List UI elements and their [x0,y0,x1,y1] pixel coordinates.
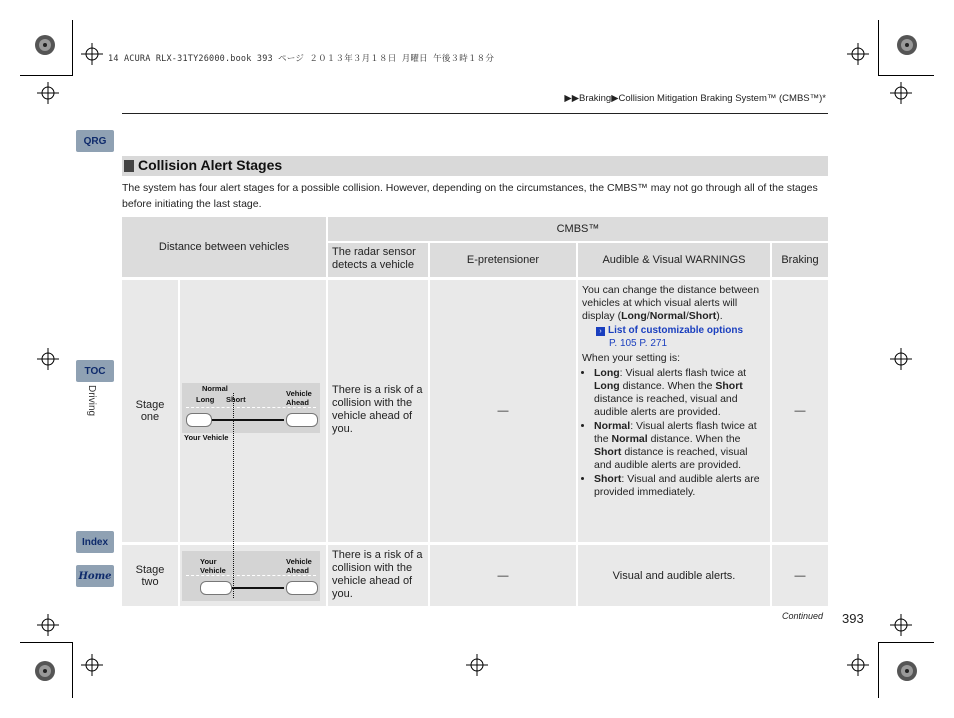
short-distance-guide [233,393,234,598]
customizable-options-link[interactable] [582,324,766,350]
vehicle-ahead-label: Vehicle Ahead [286,557,312,575]
header-radar [328,243,428,277]
toc-button[interactable]: TOC [76,360,114,382]
warnings-long-term: Long [621,310,647,322]
header-distance-label: Distance between vehicles [158,241,290,253]
crosshair-icon [466,654,488,676]
header-braking-label: Braking [781,254,819,266]
bullet-text: : Visual and audible alerts are provided immediately. [594,473,760,498]
list-item [594,473,766,499]
stage-one-pretensioner-value: — [497,405,509,417]
stage-two-cell [122,545,178,606]
stage-two-label: Stage two [135,563,165,588]
stage-two-pretensioner [430,545,576,606]
list-item [594,420,766,472]
bullet-term: Long [594,367,620,379]
stage-one-warnings [578,280,770,542]
header-distance [122,217,326,277]
crop-mark [20,75,73,76]
list-item [594,367,766,419]
stage-two-braking-value: — [794,569,806,582]
warnings-slash: / [646,310,650,322]
bullet-bold: Short [715,380,743,392]
crosshair-icon [890,82,912,104]
registration-mark-icon [896,660,918,682]
stage-two-warnings [578,545,770,606]
crosshair-icon [890,348,912,370]
home-button[interactable] [76,565,114,587]
short-label: Short [226,395,246,404]
crosshair-icon [81,654,103,676]
crop-mark [72,20,73,76]
crop-mark [878,20,879,76]
stage-two-radar-text: There is a risk of a collision with the vehicle ahead of you. [332,549,423,600]
stage-two-diagram-cell [180,545,326,606]
bullet-term: Normal [594,420,631,432]
crop-mark [878,642,879,698]
stage-one-braking-value: — [794,405,806,417]
crop-mark [72,642,73,698]
qrg-button[interactable]: QRG [76,130,114,152]
registration-mark-icon [34,34,56,56]
warnings-intro-end: ). [716,310,723,322]
crosshair-icon [890,614,912,636]
intro-paragraph: The system has four alert stages for a possible collision. However, depending on the circumstances, the CMBS™ may not go through all of the stages before initiating the last stage. [122,182,818,210]
distance-arrow [232,587,284,589]
continued-label: Continued [782,611,824,621]
link-label[interactable]: List of customizable options [608,325,744,336]
stage-one-radar-text: There is a risk of a collision with the vehicle ahead of you. [332,384,423,435]
bullet-text: : Visual alerts flash twice at the [594,420,757,445]
divider [122,113,828,114]
registration-mark-icon [34,660,56,682]
lane-line [186,407,316,409]
vehicle-ahead-label: Vehicle Ahead [286,389,312,407]
warnings-short-term: Short [688,310,717,322]
vehicle-ahead-icon [286,581,318,595]
index-button[interactable]: Index [76,531,114,553]
section-square-icon [124,160,134,172]
breadcrumb: ▶▶Braking▶Collision Mitigation Braking System™ (CMBS™)* [564,93,826,104]
stage-one-pretensioner [430,280,576,542]
file-info-line: 14 ACURA RLX-31TY26000.book 393 ページ ２０１３年３月１８日 月曜日 午後３時１８分 [108,54,495,64]
bullet-bold: Short [594,446,622,458]
stage-one-cell [122,280,178,542]
stage-two-radar [328,545,428,606]
crosshair-icon [847,43,869,65]
crosshair-icon [37,348,59,370]
section-title: Collision Alert Stages [138,157,283,173]
bullet-text: distance. When the [647,433,741,445]
stage-one-diagram [182,383,320,433]
your-vehicle-label: Your Vehicle [200,557,226,575]
registration-mark-icon [896,34,918,56]
header-pretensioner-label: E-pretensioner [466,254,540,266]
stage-one-label: Stage one [135,399,165,423]
crosshair-icon [847,654,869,676]
stage-two-warnings-text: Visual and audible alerts. [612,569,736,582]
header-warnings [578,243,770,277]
crosshair-icon [37,82,59,104]
link-pages[interactable]: P. 105 P. 271 [609,338,668,349]
stage-one-braking [772,280,828,542]
header-pretensioner [430,243,576,277]
home-label: Home [78,570,112,582]
header-braking [772,243,828,277]
your-vehicle-icon [200,581,232,595]
warnings-normal-term: Normal [649,310,686,322]
warnings-intro-text: You can change the distance between vehicles at which visual alerts will display ( [582,284,760,322]
bullet-text: : Visual alerts flash twice at [619,367,747,379]
header-warnings-label: Audible & Visual WARNINGS [602,254,746,266]
warnings-slash: / [685,310,689,322]
stage-two-diagram [182,551,320,601]
setting-list [582,367,766,499]
page-number: 393 [842,611,864,626]
lane-line [186,575,316,577]
bullet-bold: Normal [611,433,648,445]
bullet-bold: Long [594,380,620,392]
crop-mark [20,642,73,643]
long-label: Long [196,395,215,404]
link-arrow-icon: › [596,327,605,336]
header-radar-label: The radar sensor detects a vehicle [332,246,416,271]
setting-intro: When your setting is: [582,352,681,364]
distance-arrow [212,419,284,421]
stage-two-braking [772,545,828,606]
stage-one-radar [328,280,428,542]
header-cmbs [328,217,828,241]
your-vehicle-icon [186,413,212,427]
stage-one-diagram-cell [180,280,326,542]
bullet-text: distance is reached, visual and audible alerts are provided. [594,446,748,471]
header-cmbs-label: CMBS™ [556,223,600,235]
crosshair-icon [81,43,103,65]
bullet-text: distance is reached, visual and audible alerts are provided. [594,393,738,418]
crop-mark [878,75,934,76]
crosshair-icon [37,614,59,636]
vehicle-ahead-icon [286,413,318,427]
bullet-text: distance. When the [619,380,716,392]
bullet-term: Short [594,473,622,485]
stage-two-pretensioner-value: — [497,569,509,582]
section-label: Driving [86,385,97,417]
crop-mark [878,642,934,643]
normal-label: Normal [202,384,228,393]
section-header [122,156,828,176]
your-vehicle-label: Your Vehicle [184,433,229,442]
